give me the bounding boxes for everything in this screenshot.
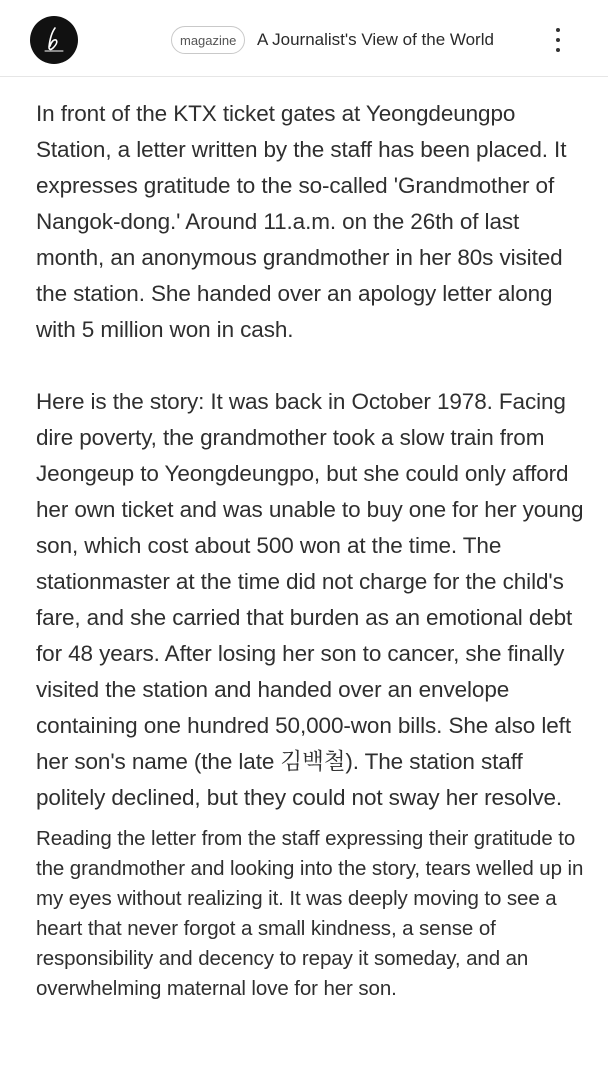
dot — [556, 38, 560, 42]
signature-b-logo-icon — [39, 25, 69, 55]
article-body — [36, 96, 584, 1004]
blog-avatar[interactable] — [30, 16, 78, 64]
more-options-icon[interactable] — [548, 22, 568, 58]
article-paragraph-3: Reading the letter from the staff expressing their gratitude to the grandmother and looking into the story, tears welled up in my eyes without realizing it. It was deeply moving to see a heart that never forgot a small kindness, a sense of responsibility and decency to repay it someday, and an overwhelming maternal love for her son. — [36, 827, 584, 1000]
article-paragraph-2: Here is the story: It was back in October 1978. Facing dire poverty, the grandmother took a slow train from Jeongeup to Yeongdeungpo, but she could only afford her own ticket and was unable to buy one for her young son, which cost about 500 won at the time. The stationmaster at the time did not charge for the child's fare, and she carried that burden as an emotional debt for 48 years. After losing her son to cancer, she finally visited the station and handed over an envelope containing one hundred 50,000-won bills. She also left her son's name (the late 김백철). The station staff politely declined, but they could not sway her resolve. — [36, 389, 584, 810]
article-paragraph-1: In front of the KTX ticket gates at Yeongdeungpo Station, a letter written by the staff has been placed. It expresses gratitude to the so-called 'Grandmother of Nangok-dong.' Around 11.a.m. on the 26th of last month, an anonymous grandmother in her 80s visited the station. She handed over an apology letter along with 5 million won in cash. — [36, 101, 567, 342]
blog-title[interactable]: A Journalist's View of the World — [257, 30, 494, 49]
dot — [556, 48, 560, 52]
dot — [556, 28, 560, 32]
top-bar — [0, 0, 608, 77]
category-tag[interactable]: magazine — [171, 26, 245, 54]
